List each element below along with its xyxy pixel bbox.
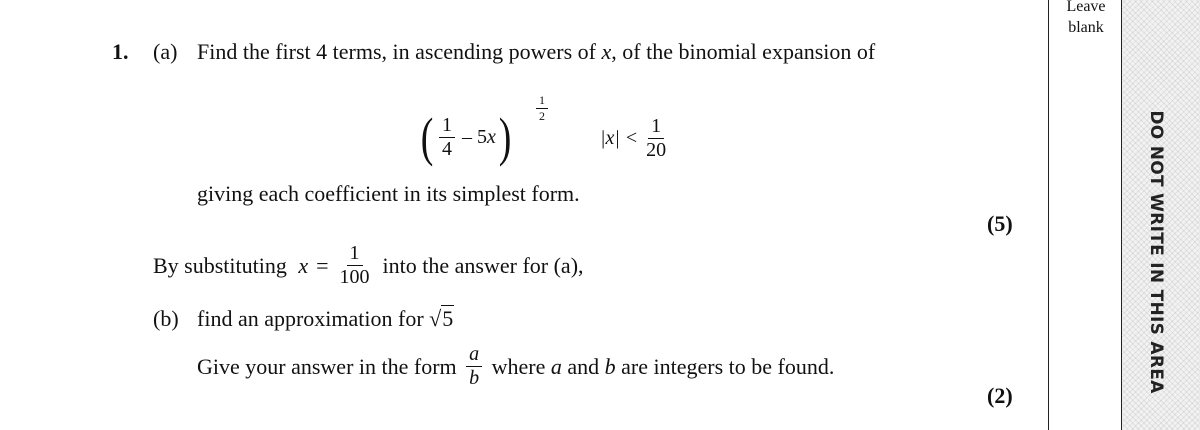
frac-denominator: 100 <box>339 266 370 288</box>
leave-blank-label <box>1060 0 1112 38</box>
variable-x: x <box>601 39 612 64</box>
leave-label-line1: Leave <box>1066 0 1106 15</box>
part-a-instruction: giving each coefficient in its simplest form. <box>197 181 580 206</box>
part-a-marks: (5) <box>987 211 1013 236</box>
part-a-text-start: Find the first 4 terms, in ascending powers of <box>197 39 602 64</box>
exp-numerator: 1 <box>536 94 548 109</box>
fraction-one-hundredth <box>337 243 373 288</box>
frac-denominator: 20 <box>646 139 667 161</box>
sqrt-argument: 5 <box>442 306 454 331</box>
sqrt-symbol: √ <box>429 306 442 331</box>
answer-form-text-and: and <box>561 353 605 379</box>
variable-x: x <box>298 252 309 278</box>
frac-denominator: b <box>469 367 480 389</box>
margin-divider-line <box>1048 0 1049 430</box>
exp-denominator: 2 <box>539 108 545 123</box>
answer-form-text-where: where <box>486 353 551 379</box>
validity-condition <box>600 116 669 161</box>
left-paren: ( <box>420 107 434 167</box>
frac-numerator: a <box>466 344 482 367</box>
part-b-label: (b) <box>153 306 179 331</box>
frac-numerator: 1 <box>439 115 455 138</box>
abs-x: |x| <box>600 127 620 149</box>
part-a-text-end: , of the binomial expansion of <box>611 39 876 64</box>
binomial-expression <box>418 107 514 167</box>
exponent-half <box>536 94 548 122</box>
fraction-one-quarter <box>439 115 455 160</box>
question-number: 1. <box>112 39 129 64</box>
frac-denominator: 4 <box>441 137 452 160</box>
variable-b: b <box>604 353 616 379</box>
substitution-line <box>153 243 584 288</box>
fraction-a-over-b <box>466 344 482 389</box>
fraction-one-twentieth <box>643 116 669 161</box>
substitution-text-end: into the answer for (a), <box>382 252 584 278</box>
substitution-text-start: By substituting <box>153 252 293 278</box>
do-not-write-label: DO NOT WRITE IN THIS AREA <box>1146 110 1166 394</box>
less-than: < <box>625 127 638 149</box>
variable-a: a <box>550 353 562 379</box>
minus-5-term: – 5 <box>461 125 487 148</box>
leave-label-line2: blank <box>1068 19 1104 36</box>
right-paren: ) <box>498 107 512 167</box>
part-b-text: find an approximation for <box>197 306 430 331</box>
answer-form-text-end: are integers to be found. <box>615 353 835 379</box>
part-b-question-text <box>197 306 454 332</box>
part-a-label: (a) <box>153 39 178 64</box>
answer-form-text-start: Give your answer in the form <box>197 353 463 379</box>
part-b-answer-form <box>197 344 834 389</box>
part-b-marks: (2) <box>987 383 1013 408</box>
part-a-question-text <box>197 39 875 65</box>
frac-numerator: 1 <box>347 243 363 266</box>
equals-sign: = <box>316 252 329 278</box>
frac-numerator: 1 <box>648 116 664 139</box>
variable-x: x <box>486 125 496 148</box>
